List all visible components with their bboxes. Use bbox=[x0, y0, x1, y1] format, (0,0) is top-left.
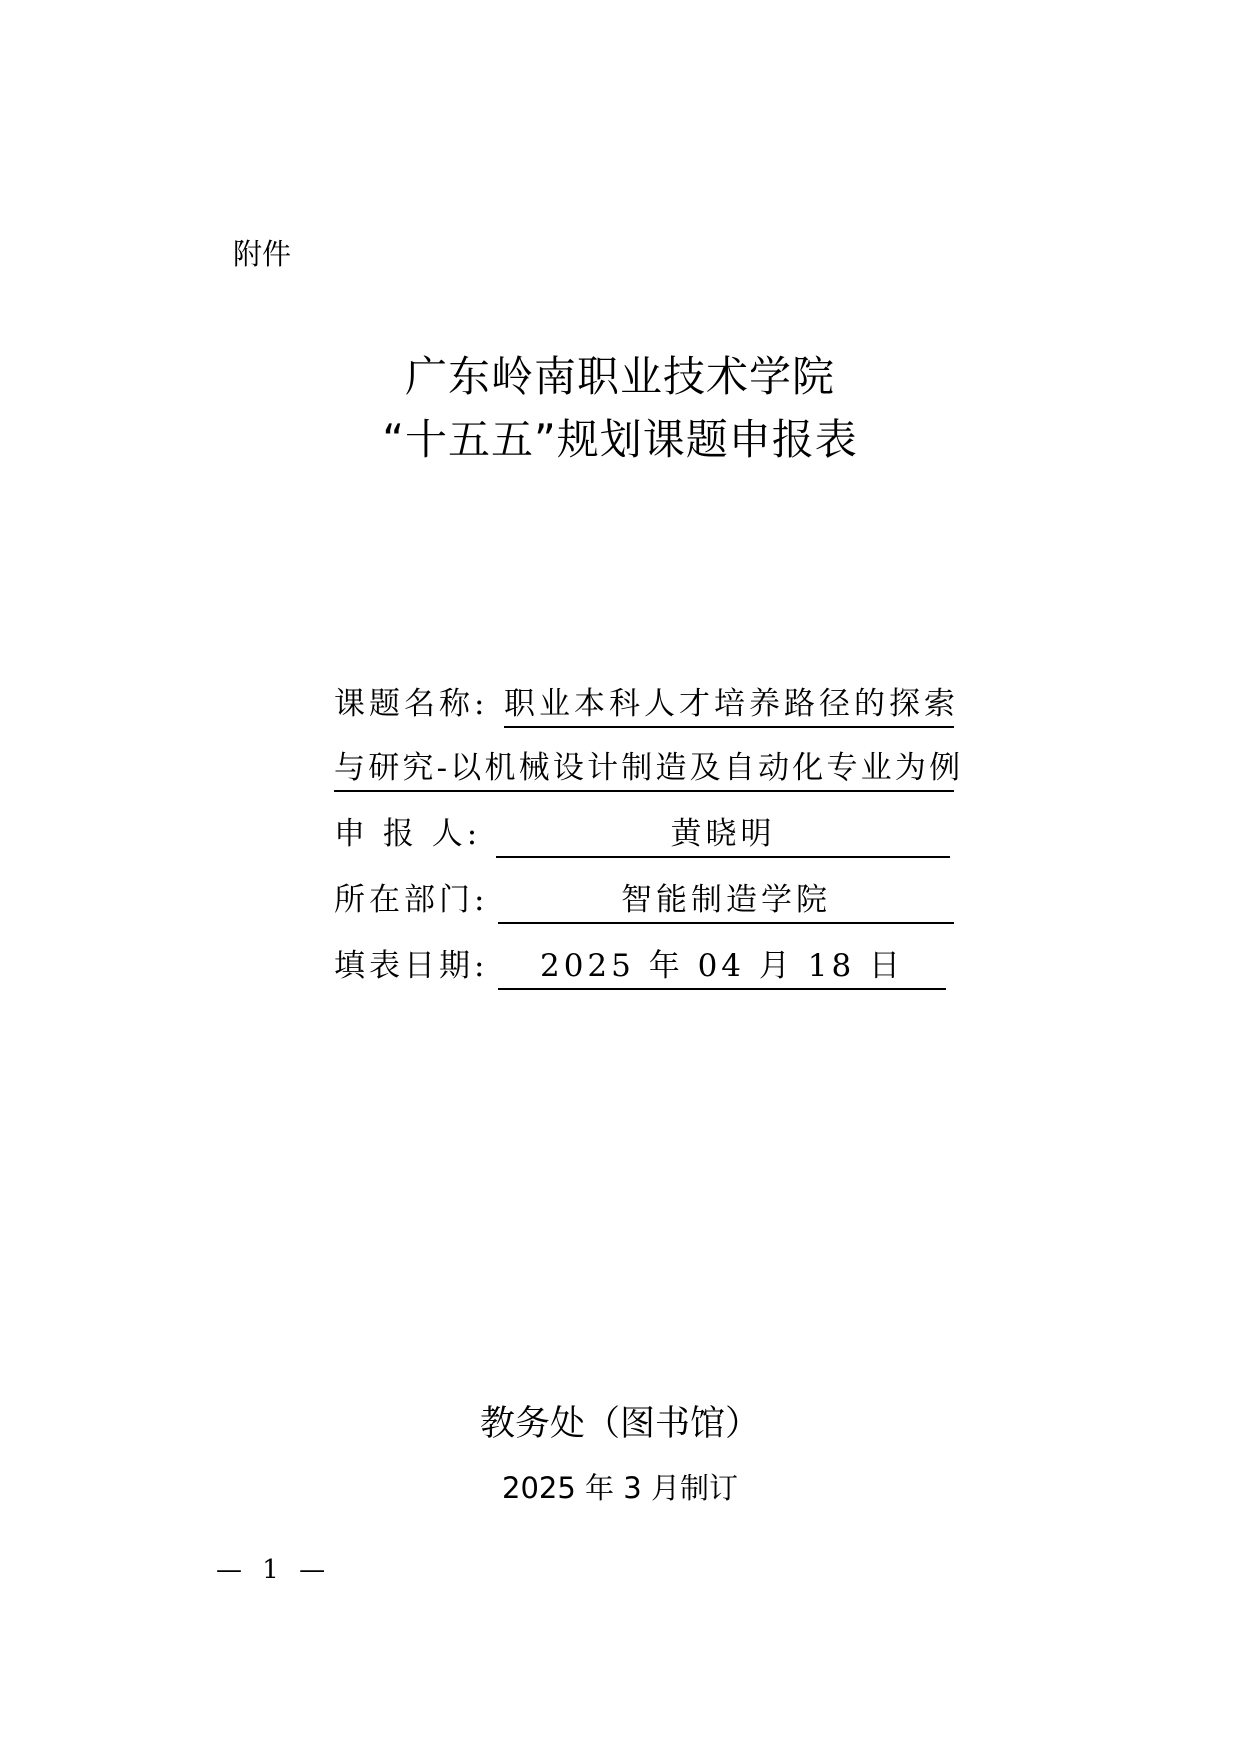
attachment-label: 附件 bbox=[233, 237, 292, 271]
topic-label: 课题名称: bbox=[334, 686, 489, 722]
department-field: 智能制造学院 bbox=[498, 876, 954, 924]
issued-date: 2025 年 3 月制订 bbox=[502, 1471, 738, 1505]
date-label: 填表日期: bbox=[334, 948, 489, 984]
applicant-field: 黄晓明 bbox=[496, 810, 950, 858]
title-form-name: “十五五”规划课题申报表 bbox=[382, 415, 858, 464]
topic-field-line1: 职业本科人才培养路径的探索 bbox=[504, 680, 954, 728]
title-institution: 广东岭南职业技术学院 bbox=[404, 352, 835, 401]
date-field: 2025 年 04 月 18 日 bbox=[498, 942, 946, 990]
applicant-label: 申 报 人: bbox=[334, 816, 482, 852]
page-number: — 1 — bbox=[216, 1555, 332, 1585]
issuer-office: 教务处（图书馆） bbox=[479, 1404, 760, 1444]
topic-field-line2: 与研究-以机械设计制造及自动化专业为例 bbox=[334, 744, 954, 792]
department-label: 所在部门: bbox=[334, 882, 489, 918]
